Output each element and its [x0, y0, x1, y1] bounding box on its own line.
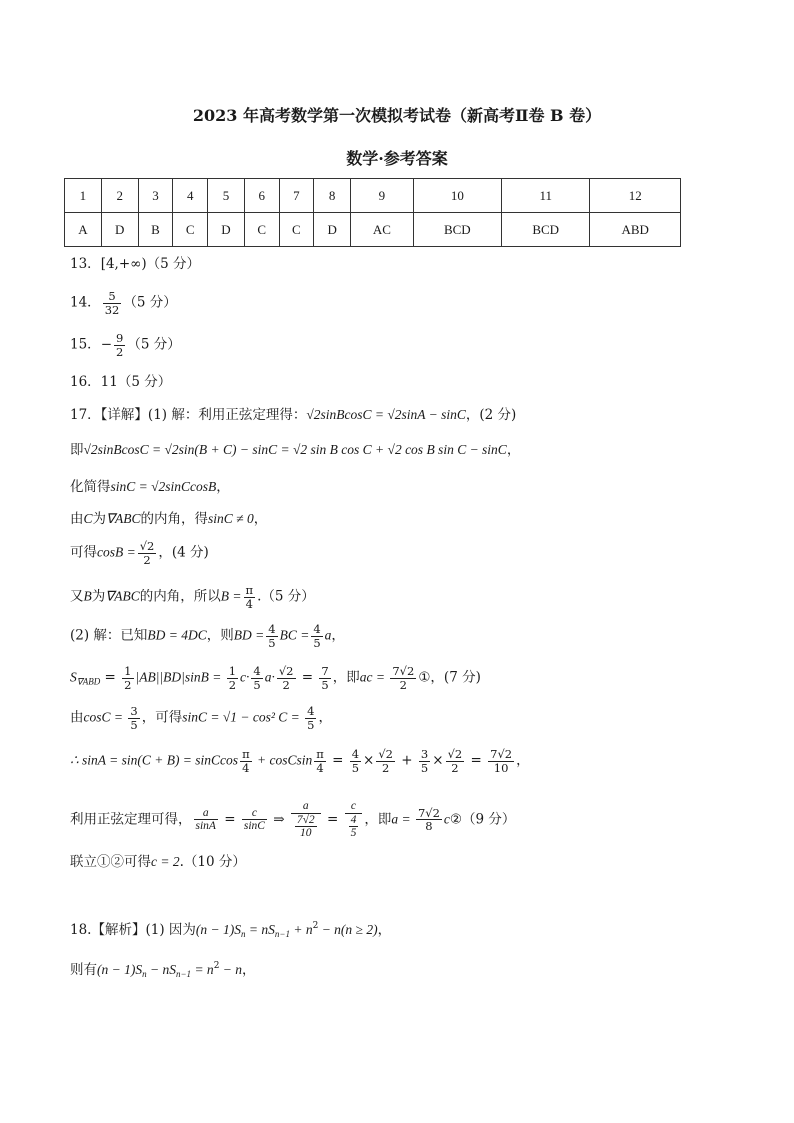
q18-line-1: 18.【解析】(1) 因为$(n - 1)S_n = nS_{n-1} + n^2 - n(n \ge 2)$，	[70, 921, 392, 939]
q14-fraction: $\frac{5}{32}$	[104, 289, 120, 317]
answer-choice: C	[244, 213, 279, 247]
answer-choice: D	[314, 213, 351, 247]
q17-line-4: 由C为∇ABC的内角，得sinC ≠ 0，	[70, 511, 268, 527]
q17-line-2: 即√2sinBcosC = √2sin(B + C) − sinC = √2 sin B cos C + √2 cos B sin C − sinC，	[70, 442, 521, 458]
question-number: 12	[590, 179, 681, 213]
q17-line-3: 化简得sinC = √2sinCcosB，	[70, 479, 230, 495]
answer-14	[70, 290, 177, 316]
answer-choice: D	[101, 213, 138, 247]
answer-choice: C	[279, 213, 314, 247]
answer-13	[70, 258, 200, 272]
answer-choice: B	[138, 213, 173, 247]
q17-line-10: ∴ sinA = sin(C + B) = sinCcos $\frac{\pi}{4}$ + cosCsin $\frac{\pi}{4}$ = $\frac{4}{5}$ × $\frac{√2}{2}$ + $\frac{3}{5}$ × $\frac{√2}{2}$ = $\frac{7√2}{10}$ ，	[70, 747, 530, 775]
q15-minus: −	[100, 336, 112, 353]
answer-table-choice-row	[65, 213, 681, 247]
question-number: 10	[413, 179, 501, 213]
q13-number: 13．	[70, 256, 101, 272]
q17-line-8: $S_{\nabla ABD}$ = $\frac{1}{2}$ |AB||BD|sinB = $\frac{1}{2}$ c· $\frac{4}{5}$ a· $\frac{√2}{2}$ = $\frac{7}{5}$ ，即ac = $\frac{7√2}{2}$ ①，(7 分)	[70, 664, 481, 692]
answer-choice: D	[208, 213, 245, 247]
q17-line-9: 由cosC = $\frac{3}{5}$ ，可得sinC = √1 − cos² C = $\frac{4}{5}$ ，	[70, 704, 332, 732]
answer-table	[64, 178, 681, 247]
q17-line-1: 17．【详解】(1) 解：利用正弦定理得：√2sinBcosC = √2sinA − sinC，(2 分)	[70, 407, 517, 423]
question-number: 2	[101, 179, 138, 213]
question-number: 8	[314, 179, 351, 213]
q15-number: 15．	[70, 336, 101, 353]
q17-line-7: (2) 解：已知BD = 4DC，则BD = $\frac{4}{5}$ BC = $\frac{4}{5}$ a，	[70, 622, 345, 650]
question-number: 6	[244, 179, 279, 213]
answer-choice: BCD	[502, 213, 590, 247]
question-number: 3	[138, 179, 173, 213]
question-number: 5	[208, 179, 245, 213]
answer-15	[70, 332, 181, 358]
q18-line-2: 则有$(n - 1)S_n - nS_{n-1} = n^2 - n$，	[70, 961, 256, 979]
q15-fraction: $\frac{9}{2}$	[116, 331, 124, 359]
answer-16: 16．11（5 分）	[70, 374, 172, 390]
q17-line-6: 又B为∇ABC的内角，所以B = $\frac{\pi}{4}$ .（5 分）	[70, 583, 315, 611]
answer-choice: ABD	[590, 213, 681, 247]
answer-table-number-row	[65, 179, 681, 213]
question-number: 9	[351, 179, 414, 213]
question-number: 11	[502, 179, 590, 213]
answer-choice: BCD	[413, 213, 501, 247]
q17-line-11: 利用正弦定理可得， $\frac{a}{\sin A}$ = $\frac{c}{\sin C}$ ⇒ $\frac{a}{\frac{7√2}{10}}$ = $\frac{c}{\frac{4}{5}}$ ，即a = $\frac{7√2}{8}$ c②（9 分）	[70, 800, 516, 840]
q14-number: 14．	[70, 294, 101, 311]
answer-choice: A	[65, 213, 102, 247]
page-subtitle: 数学·参考答案	[346, 149, 448, 168]
q17-line-12: 联立①②可得c = 2.（10 分）	[70, 854, 246, 870]
q14-score: （5 分）	[123, 294, 177, 311]
q13-answer: [4,+∞)	[100, 256, 147, 272]
answer-choice: AC	[351, 213, 414, 247]
question-number: 7	[279, 179, 314, 213]
answer-choice: C	[173, 213, 208, 247]
q17-line-5: 可得cosB = $\frac{√2}{2}$ ，(4 分)	[70, 539, 209, 567]
page-title: 2023 年高考数学第一次模拟考试卷（新高考Ⅱ卷 B 卷）	[192, 106, 602, 125]
question-number: 4	[173, 179, 208, 213]
q13-score: （5 分）	[146, 256, 201, 272]
q15-score: （5 分）	[127, 336, 181, 353]
question-number: 1	[65, 179, 102, 213]
